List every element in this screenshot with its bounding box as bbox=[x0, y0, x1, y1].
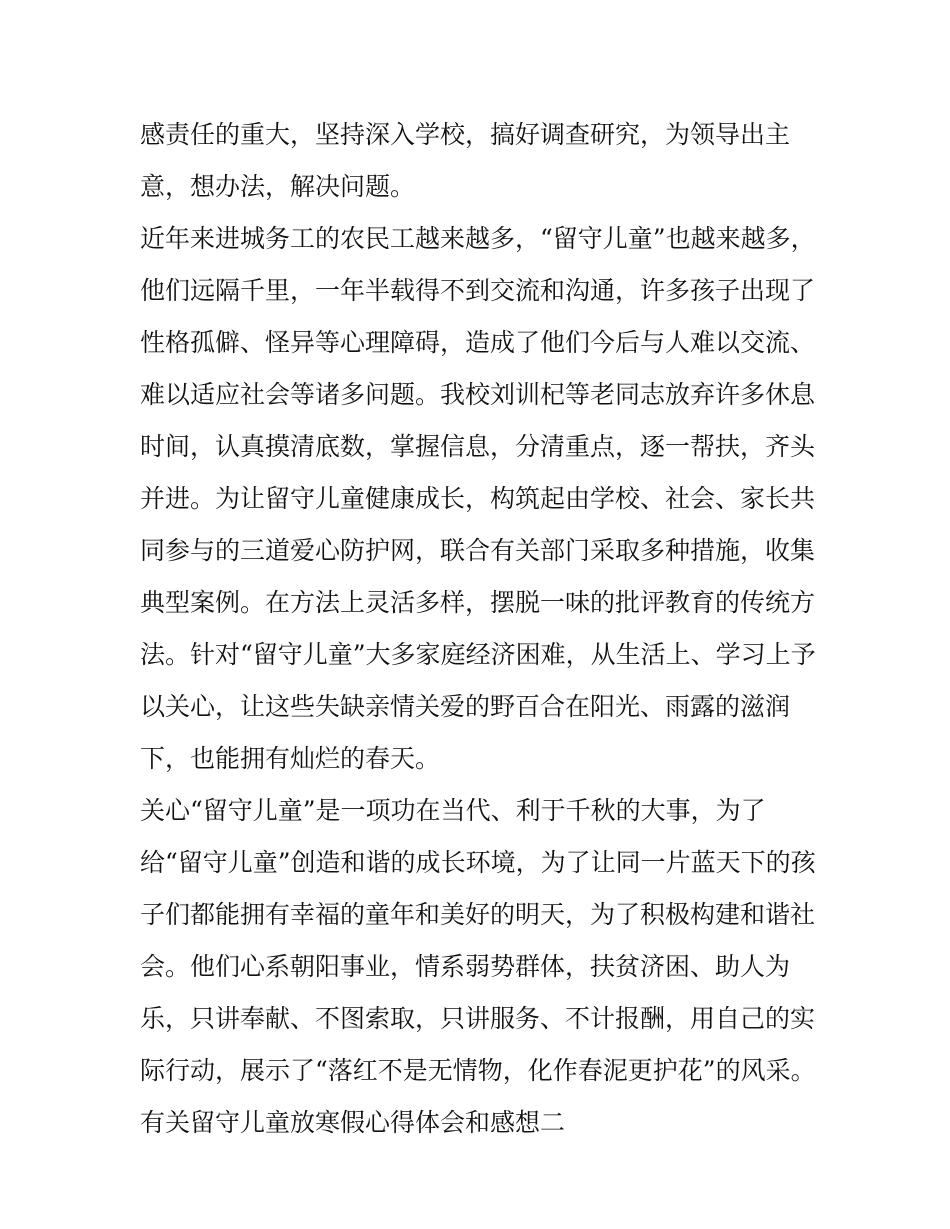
text-line: 意，想办法，解决问题。 bbox=[140, 172, 416, 201]
text-line: 性格孤僻、怪异等心理障碍，造成了他们今后与人难以交流、 bbox=[140, 328, 816, 357]
text-line: 同参与的三道爱心防护网，联合有关部门采取多种措施，收集 bbox=[140, 536, 816, 565]
text-line: 难以适应社会等诸多问题。我校刘训杞等老同志放弃许多休息 bbox=[140, 380, 816, 409]
text-line: 给“留守儿童”创造和谐的成长环境，为了让同一片蓝天下的孩 bbox=[140, 848, 816, 877]
text-line: 近年来进城务工的农民工越来越多，“留守儿童”也越来越多， bbox=[140, 224, 816, 253]
text-line: 际行动，展示了“落红不是无情物，化作春泥更护花”的风采。 bbox=[140, 1056, 816, 1085]
section-heading: 有关留守儿童放寒假心得体会和感想二 bbox=[140, 1108, 566, 1137]
body-text bbox=[140, 109, 830, 1149]
text-line: 子们都能拥有幸福的童年和美好的明天，为了积极构建和谐社 bbox=[140, 900, 816, 929]
text-line: 关心“留守儿童”是一项功在当代、利于千秋的大事，为了 bbox=[140, 796, 766, 825]
text-line: 下，也能拥有灿烂的春天。 bbox=[140, 744, 441, 773]
text-line: 法。针对“留守儿童”大多家庭经济困难，从生活上、学习上予 bbox=[140, 640, 816, 669]
text-line: 乐，只讲奉献、不图索取，只讲服务、不计报酬，用自己的实 bbox=[140, 1004, 816, 1033]
text-line: 以关心，让这些失缺亲情关爱的野百合在阳光、雨露的滋润 bbox=[140, 692, 791, 721]
text-line: 感责任的重大，坚持深入学校，搞好调查研究，为领导出主 bbox=[140, 120, 791, 149]
text-line: 时间，认真摸清底数，掌握信息，分清重点，逐一帮扶，齐头 bbox=[140, 432, 816, 461]
text-line: 典型案例。在方法上灵活多样，摆脱一味的批评教育的传统方 bbox=[140, 588, 816, 617]
text-line: 他们远隔千里，一年半载得不到交流和沟通，许多孩子出现了 bbox=[140, 276, 816, 305]
text-line: 会。他们心系朝阳事业，情系弱势群体，扶贫济困、助人为 bbox=[140, 952, 791, 981]
text-line: 并进。为让留守儿童健康成长，构筑起由学校、社会、家长共 bbox=[140, 484, 816, 513]
